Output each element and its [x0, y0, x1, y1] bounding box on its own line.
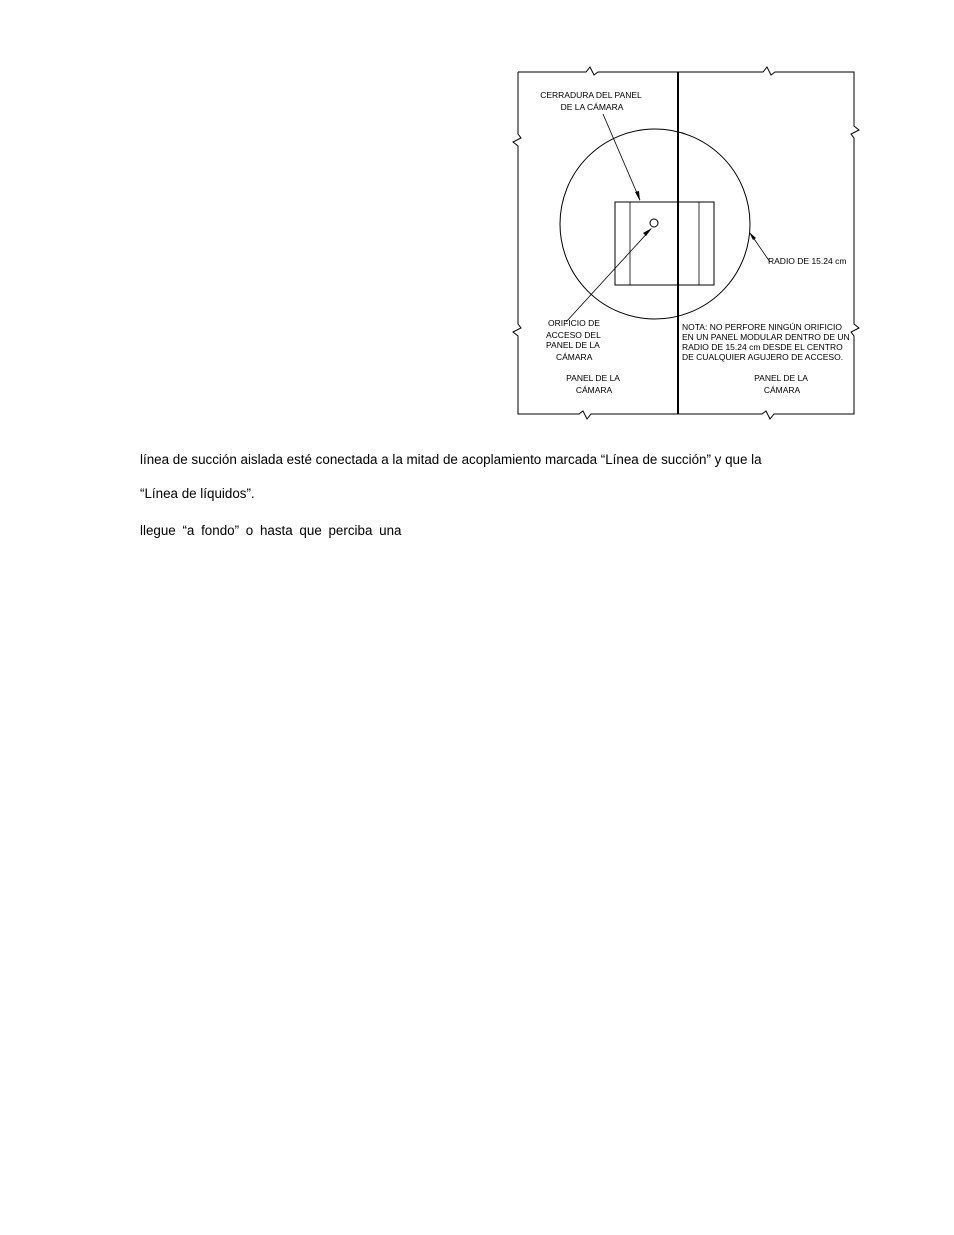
note-label: NOTA: NO PERFORE NINGÚN ORIFICIO EN UN PANEL MODULAR DENTRO DE UN RADIO DE 15.24 cm DESDE EL CENTRO DE CUALQUIER AGUJERO DE ACCESO.	[682, 322, 850, 362]
access-hole-leader-arrow	[643, 228, 652, 236]
radius-leader-arrow	[749, 232, 756, 240]
body-paragraph-3: llegue “a fondo” o hasta que perciba una	[140, 523, 402, 538]
panel-diagram	[508, 64, 864, 420]
panel-outline	[513, 67, 859, 419]
body-paragraph-1: línea de succión aislada esté conectada a la mitad de acoplamiento marcada “Línea de succión” y que la	[140, 452, 762, 467]
access-hole-leader	[566, 229, 651, 322]
radius-label: RADIO DE 15.24 cm	[768, 256, 847, 266]
access-hole-label: ORIFICIO DE ACCESO DEL PANEL DE LA CÁMARA	[546, 318, 601, 362]
right-panel-label: PANEL DE LA CÁMARA	[754, 373, 808, 395]
lock-label: CERRADURA DEL PANEL DE LA CÁMARA	[540, 90, 642, 112]
lock-leader-arrow	[635, 191, 640, 201]
panel-diagram-svg	[508, 64, 864, 420]
left-panel-label: PANEL DE LA CÁMARA	[566, 373, 620, 395]
lock-leader	[603, 114, 640, 200]
body-paragraph-2: “Línea de líquidos”.	[140, 486, 255, 501]
access-hole	[650, 219, 658, 227]
